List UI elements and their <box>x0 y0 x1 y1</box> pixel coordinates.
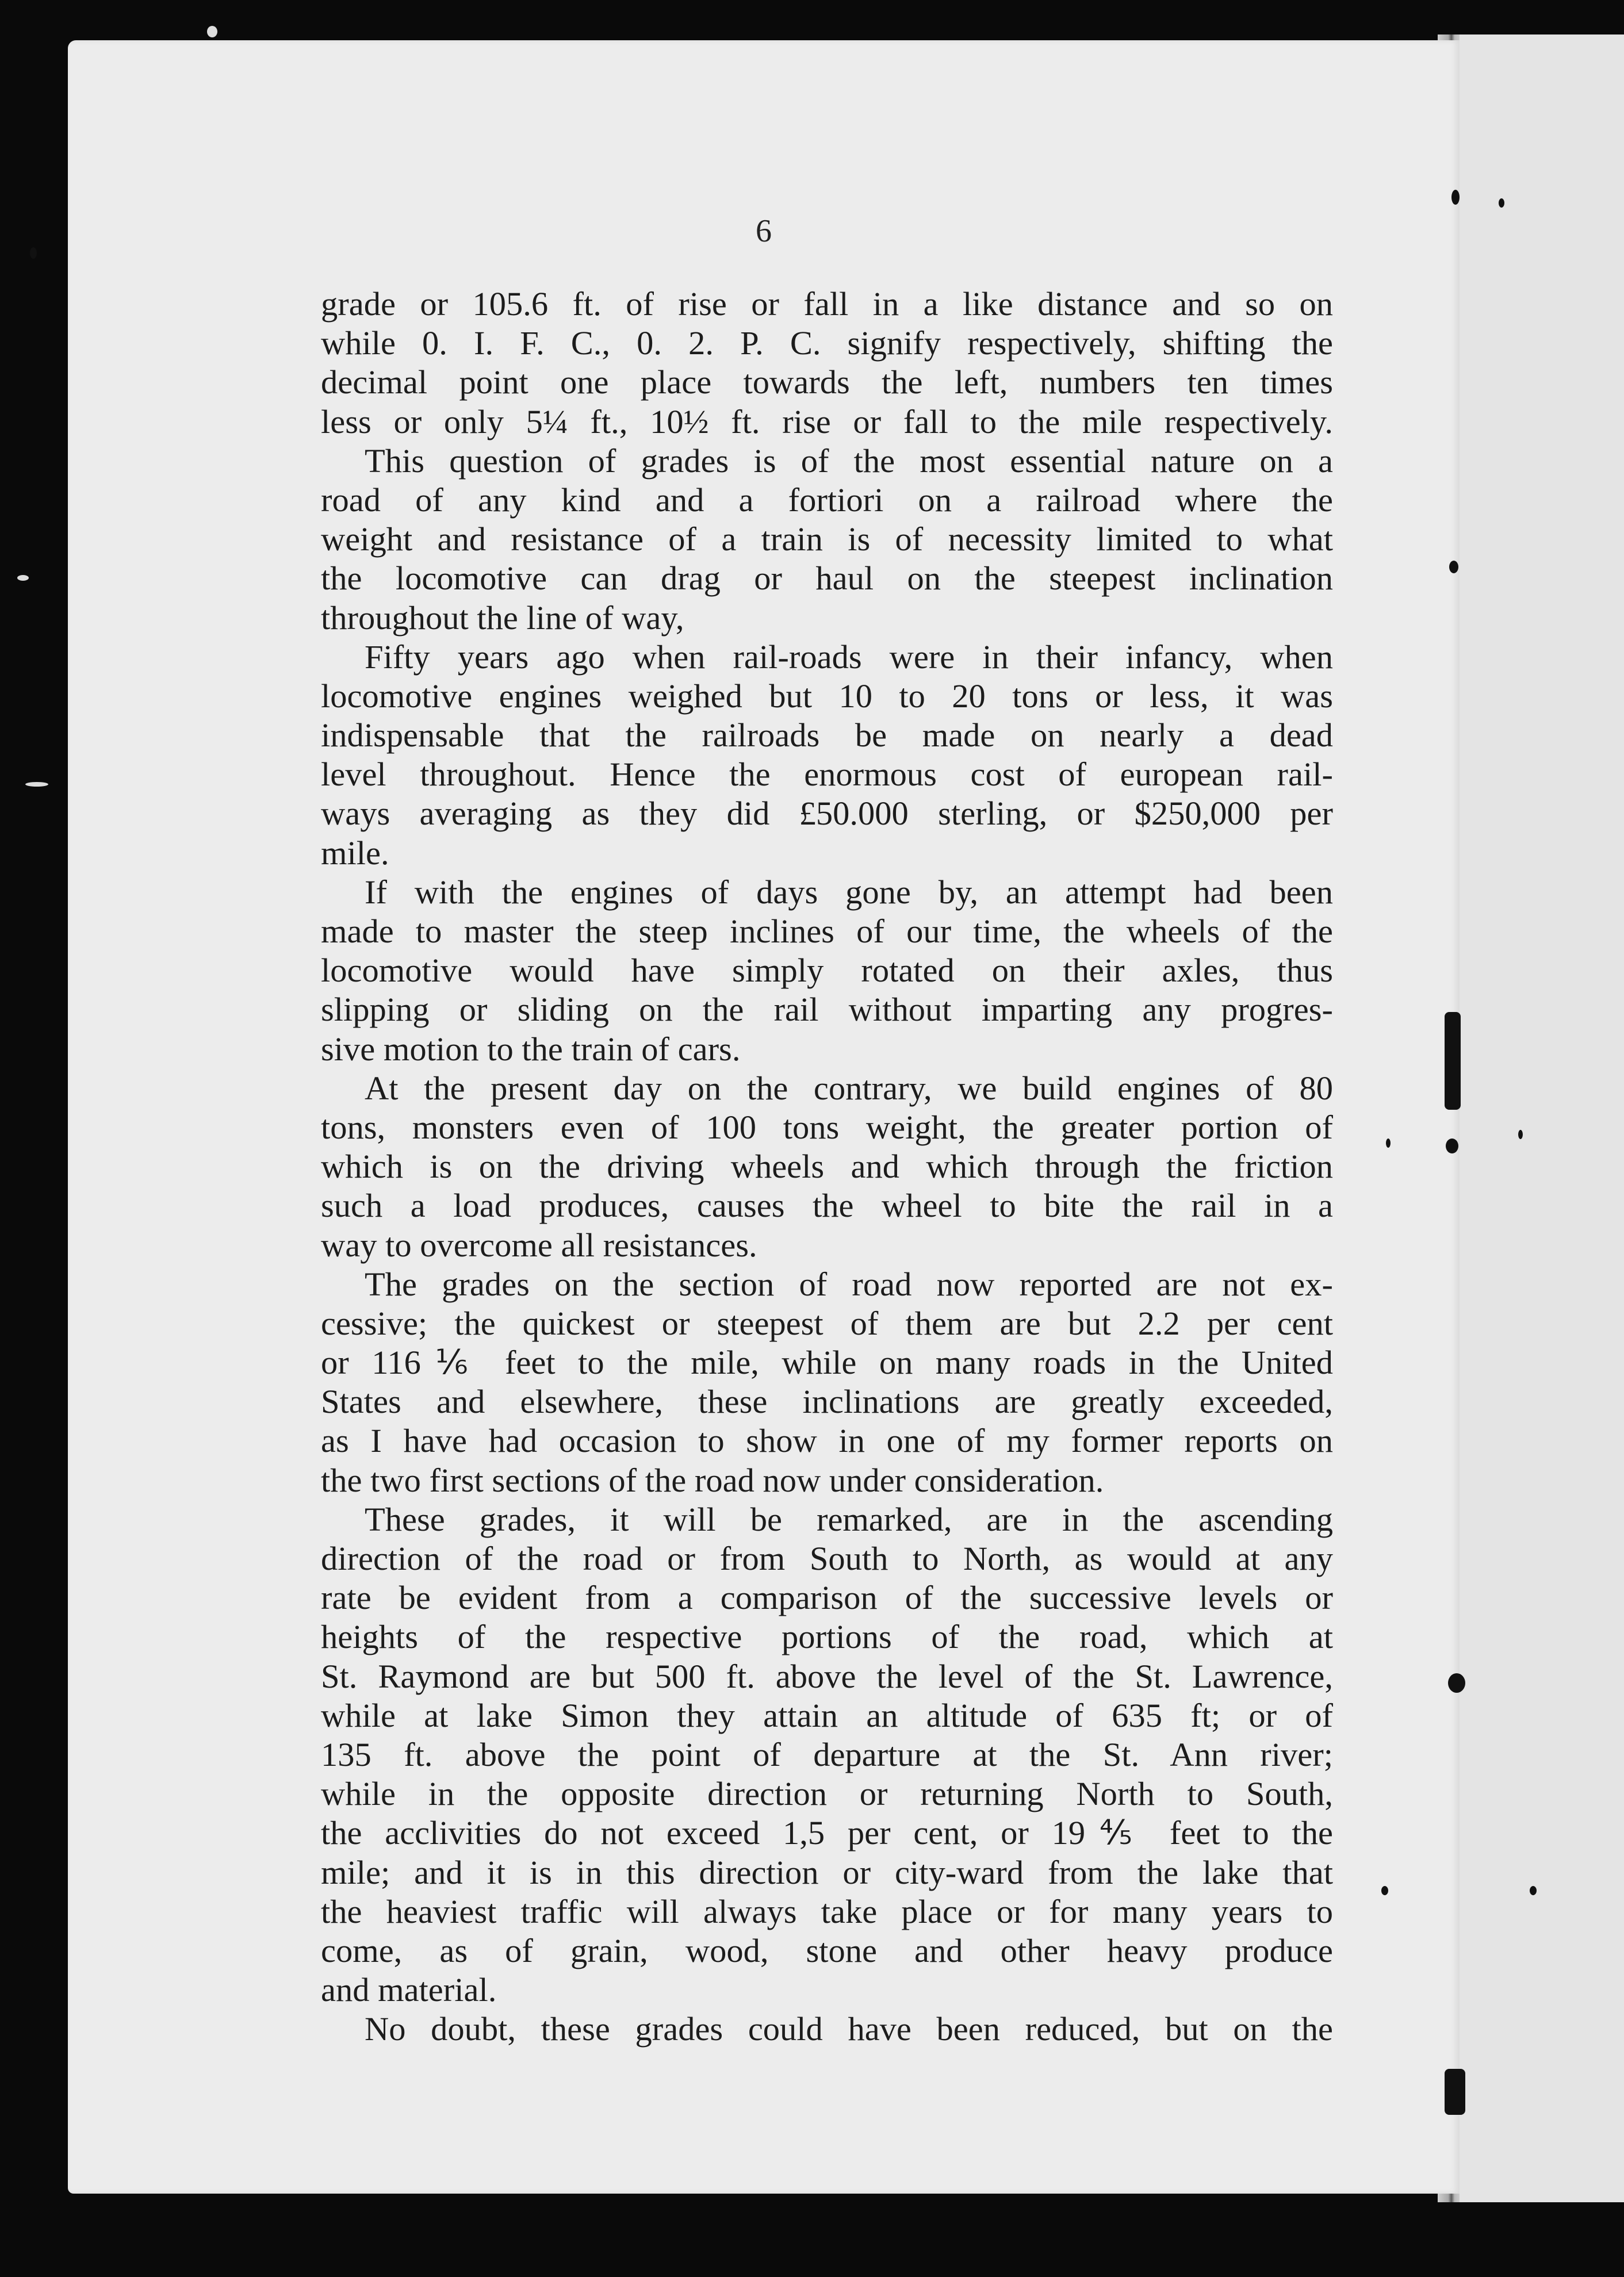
text-line: while in the opposite direction or returning North to South, <box>321 1775 1333 1813</box>
text-line: the locomotive can drag or haul on the steepest inclination <box>321 559 1333 597</box>
text-line: If with the engines of days gone by, an attempt had been <box>365 873 1333 911</box>
text-line: and material. <box>321 1971 497 2009</box>
text-line: mile. <box>321 834 389 872</box>
text-line: way to overcome all resistances. <box>321 1226 757 1264</box>
scan-speck <box>25 782 48 787</box>
scan-speck <box>1445 1012 1461 1110</box>
text-line: less or only 5¼ ft., 10½ ft. rise or fall to the mile respectively. <box>321 402 1333 440</box>
scan-speck <box>1445 2069 1465 2115</box>
text-line: St. Raymond are but 500 ft. above the level of the St. Lawrence, <box>321 1657 1333 1695</box>
page-sheet <box>68 40 1460 2194</box>
body-text <box>321 285 1333 2049</box>
text-line: tons, monsters even of 100 tons weight, the greater portion of <box>321 1108 1333 1146</box>
text-line: weight and resistance of a train is of necessity limited to what <box>321 520 1333 558</box>
text-line: or 116⅙ feet to the mile, while on many roads in the United <box>321 1344 1333 1382</box>
scan-speck <box>1448 1673 1465 1693</box>
text-line: ways averaging as they did £50.000 sterling, or $250,000 per <box>321 795 1333 833</box>
text-line: Fifty years ago when rail-roads were in their infancy, when <box>365 638 1333 676</box>
text-line: which is on the driving wheels and which through the friction <box>321 1148 1333 1186</box>
scan-speck <box>1446 1138 1458 1153</box>
text-line: road of any kind and a fortiori on a railroad where the <box>321 481 1333 519</box>
text-line: This question of grades is of the most essential nature on a <box>365 442 1333 480</box>
text-line: direction of the road or from South to North, as would at any <box>321 1540 1333 1577</box>
text-line: locomotive would have simply rotated on their axles, thus <box>321 952 1333 990</box>
scan-speck <box>1530 1886 1537 1895</box>
text-line: indispensable that the railroads be made on nearly a dead <box>321 716 1333 754</box>
text-line: made to master the steep inclines of our time, the wheels of the <box>321 913 1333 950</box>
page-number: 6 <box>756 213 772 249</box>
text-line: grade or 105.6 ft. of rise or fall in a like distance and so on <box>321 285 1333 323</box>
text-line: cessive; the quickest or steepest of them are but 2.2 per cent <box>321 1304 1333 1342</box>
text-line: 135 ft. above the point of departure at the St. Ann river; <box>321 1735 1333 1773</box>
text-line: States and elsewhere, these inclinations are greatly exceeded, <box>321 1383 1333 1421</box>
scan-speck <box>1451 190 1460 205</box>
scan-speck <box>1449 561 1458 573</box>
text-line: The grades on the section of road now reported are not ex- <box>365 1265 1333 1303</box>
scan-speck <box>207 26 217 37</box>
text-line: slipping or sliding on the rail without imparting any progres- <box>321 991 1333 1029</box>
text-line: sive motion to the train of cars. <box>321 1030 741 1068</box>
text-line: the two first sections of the road now under consideration. <box>321 1461 1104 1499</box>
text-line: such a load produces, causes the wheel to bite the rail in a <box>321 1187 1333 1225</box>
scan-speck <box>1386 1138 1391 1148</box>
text-line: At the present day on the contrary, we build engines of 80 <box>365 1069 1333 1107</box>
text-line: decimal point one place towards the left, numbers ten times <box>321 363 1333 401</box>
text-line: come, as of grain, wood, stone and other heavy produce <box>321 1931 1333 1969</box>
text-line: while 0. I. F. C., 0. 2. P. C. signify respectively, shifting the <box>321 324 1333 362</box>
text-line: the acclivities do not exceed 1,5 per cent, or 19⅘ feet to the <box>321 1814 1333 1852</box>
text-line: while at lake Simon they attain an altitude of 635 ft; or of <box>321 1696 1333 1734</box>
text-line: No doubt, these grades could have been reduced, but on the <box>365 2010 1333 2048</box>
text-line: These grades, it will be remarked, are in the ascending <box>365 1500 1333 1538</box>
text-line: as I have had occasion to show in one of my former reports on <box>321 1422 1333 1460</box>
text-line: level throughout. Hence the enormous cost of european rail- <box>321 756 1333 793</box>
text-line: rate be evident from a comparison of the successive levels or <box>321 1579 1333 1617</box>
scan-speck <box>1518 1130 1523 1139</box>
scan-speck <box>30 247 37 259</box>
text-line: throughout the line of way, <box>321 599 684 637</box>
scan-speck <box>17 575 29 581</box>
text-line: the heaviest traffic will always take place or for many years to <box>321 1892 1333 1930</box>
text-line: heights of the respective portions of the road, which at <box>321 1618 1333 1656</box>
scan-speck <box>1499 198 1504 208</box>
text-line: mile; and it is in this direction or city-ward from the lake that <box>321 1853 1333 1891</box>
adjacent-page-edge <box>1460 34 1624 2202</box>
scan-speck <box>1381 1886 1388 1895</box>
text-line: locomotive engines weighed but 10 to 20 tons or less, it was <box>321 677 1333 715</box>
